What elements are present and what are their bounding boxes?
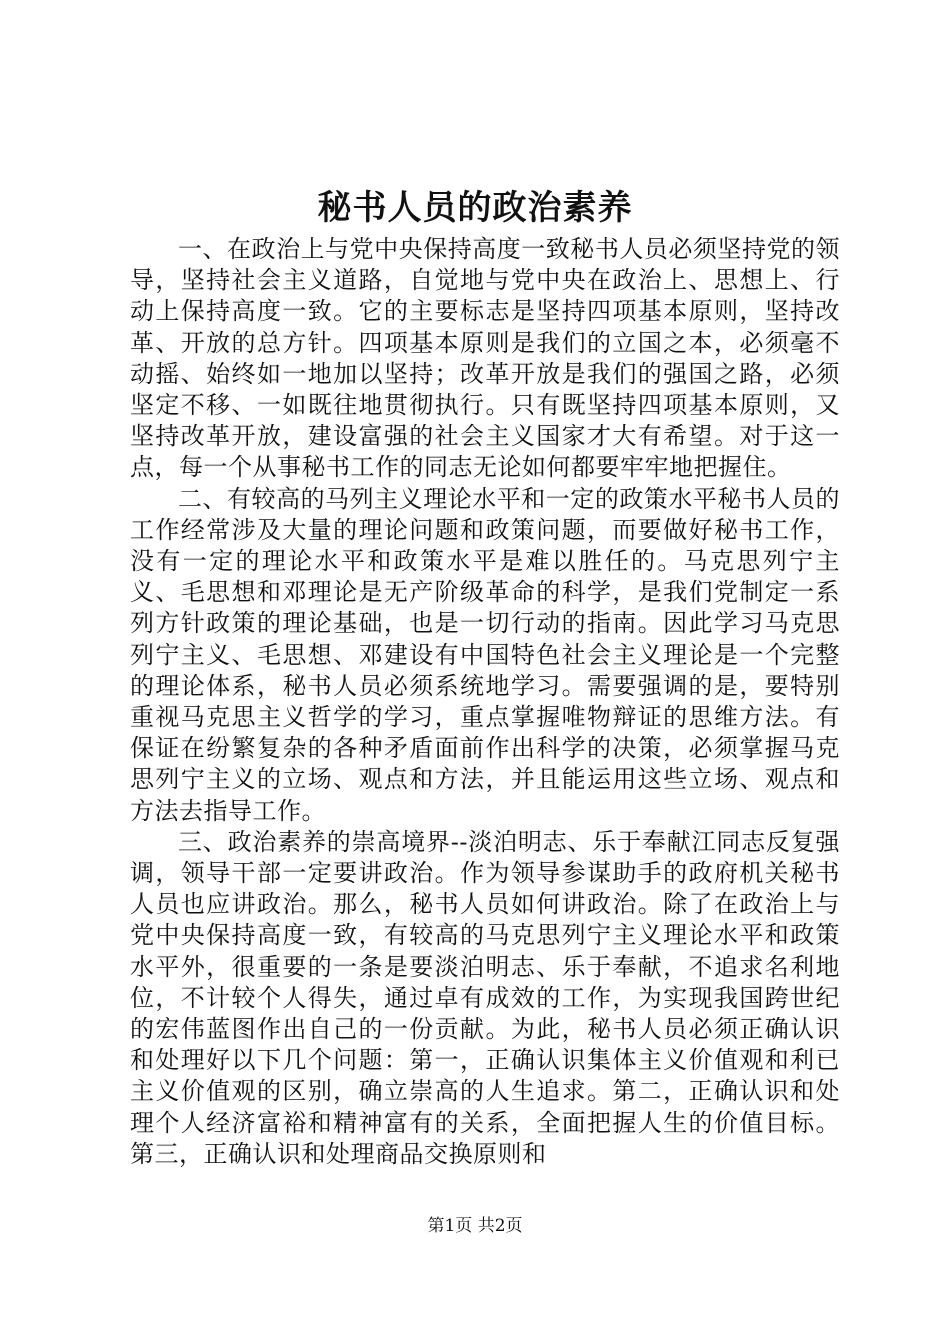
document-body — [130, 234, 840, 1170]
paragraph-2: 二、有较高的马列主义理论水平和一定的政策水平秘书人员的工作经常涉及大量的理论问题和政策问题，而要做好秘书工作，没有一定的理论水平和政策水平是难以胜任的。马克思列宁主义、毛思想和邓理论是无产阶级革命的科学，是我们党制定一系列方针政策的理论基础，也是一切行动的指南。因此学习马克思列宁主义、毛思想、邓建设有中国特色社会主义理论是一个完整的理论体系，秘书人员必须系统地学习。需要强调的是，要特别重视马克思主义哲学的学习，重点掌握唯物辩证的思维方法。有保证在纷繁复杂的各种矛盾面前作出科学的决策，必须掌握马克思列宁主义的立场、观点和方法，并且能运用这些立场、观点和方法去指导工作。 — [130, 484, 840, 825]
paragraph-1: 一、在政治上与党中央保持高度一致秘书人员必须坚持党的领导，坚持社会主义道路，自觉地与党中央在政治上、思想上、行动上保持高度一致。它的主要标志是坚持四项基本原则，坚持改革、开放的总方针。四项基本原则是我们的立国之本，必须毫不动摇、始终如一地加以坚持；改革开放是我们的强国之路，必须坚定不移、一如既往地贯彻执行。只有既坚持四项基本原则，又坚持改革开放，建设富强的社会主义国家才大有希望。对于这一点，每一个从事秘书工作的同志无论如何都要牢牢地把握住。 — [130, 235, 840, 482]
document-title: 秘书人员的政治素养 — [317, 188, 633, 228]
paragraph-3: 三、政治素养的崇高境界--淡泊明志、乐于奉献江同志反复强调，领导干部一定要讲政治。作为领导参谋助手的政府机关秘书人员也应讲政治。那么，秘书人员如何讲政治。除了在政治上与党中央保持高度一致，有较高的马克思列宁主义理论水平和政策水平外，很重要的一条是要淡泊明志、乐于奉献，不追求名利地位，不计较个人得失，通过卓有成效的工作，为实现我国跨世纪的宏伟蓝图作出自己的一份贡献。为此，秘书人员必须正确认识和处理好以下几个问题：第一，正确认识集体主义价值观和利已主义价值观的区别，确立崇高的人生追求。第二，正确认识和处理个人经济富裕和精神富有的关系，全面把握人生的价值目标。第三，正确认识和处理商品交换原则和 — [130, 827, 840, 1168]
page-indicator: 第1页 共2页 — [427, 1216, 523, 1236]
page-footer — [0, 1214, 950, 1238]
